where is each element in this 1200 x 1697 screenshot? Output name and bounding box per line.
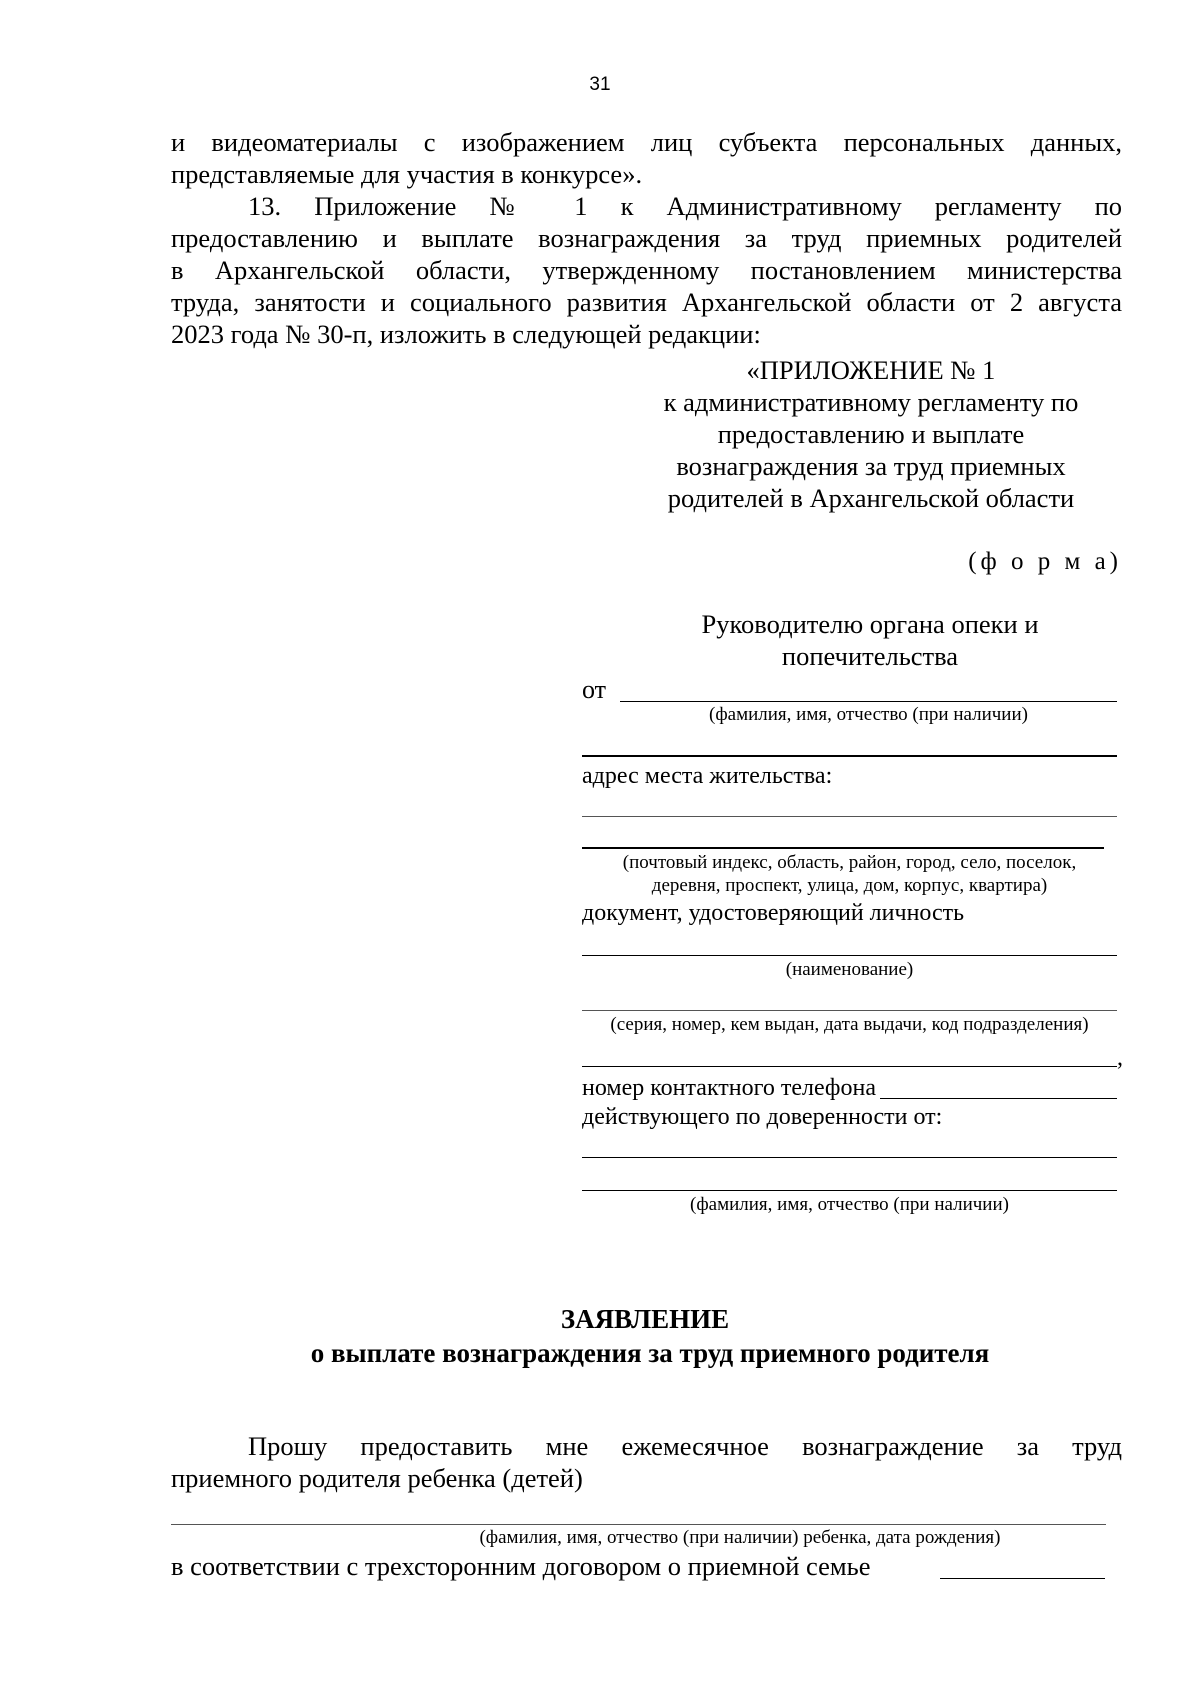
page-number: 31 (589, 74, 611, 95)
paragraph-2-line-4: труда, занятости и социального развития Архангельской области от 2 августа (171, 287, 1122, 317)
contract-number-line[interactable] (940, 1578, 1105, 1579)
child-info-hint: (фамилия, имя, отчество (при наличии) ребенка, дата рождения) (479, 1527, 1001, 1548)
appendix-subtitle-line-1: к административному регламенту по (663, 387, 1079, 417)
proxy-line-2[interactable] (582, 1190, 1117, 1191)
appendix-subtitle-line-4: родителей в Архангельской области (667, 483, 1075, 513)
paragraph-2-line-2: предоставлению и выплате вознаграждения за труд приемных родителей (171, 223, 1122, 253)
statement-text-line-2: приемного родителя ребенка (детей) (171, 1463, 583, 1493)
statement-subtitle: о выплате вознаграждения за труд приемного родителя (310, 1338, 990, 1368)
address-label: адрес места жительства: (582, 763, 833, 789)
phone-label: номер контактного телефона (582, 1075, 876, 1101)
from-label: от (582, 675, 607, 704)
paragraph-2-line-1: 13. Приложение № 1 к Административному регламенту по (248, 191, 1122, 221)
id-document-name-line[interactable] (582, 955, 1117, 956)
paragraph-1-line-1: и видеоматериалы с изображением лиц субъекта персональных данных, (171, 127, 1122, 157)
appendix-subtitle-line-2: предоставлению и выплате (717, 419, 1025, 449)
fio-hint: (фамилия, имя, отчество (при наличии) (709, 704, 1028, 725)
child-info-line[interactable] (171, 1524, 1106, 1525)
address-line-2[interactable] (582, 847, 1104, 849)
proxy-label: действующего по доверенности от: (582, 1104, 943, 1130)
addressee-line-2: попечительства (781, 641, 959, 671)
proxy-fio-hint: (фамилия, имя, отчество (при наличии) (690, 1194, 1009, 1215)
address-hint-line-2: деревня, проспект, улица, дом, корпус, квартира) (651, 875, 1048, 896)
proxy-line-1[interactable] (582, 1157, 1117, 1158)
trailing-comma: , (1117, 1045, 1123, 1071)
id-document-label: документ, удостоверяющий личность (582, 900, 965, 926)
appendix-subtitle-line-3: вознаграждения за труд приемных (676, 451, 1066, 481)
id-details-hint: (серия, номер, кем выдан, дата выдачи, код подразделения) (610, 1014, 1089, 1035)
address-line-1[interactable] (582, 816, 1117, 817)
statement-text-line-3: в соответствии с трехсторонним договором о приемной семье (171, 1551, 871, 1581)
statement-text-line-1: Прошу предоставить мне ежемесячное вознаграждение за труд (248, 1431, 1122, 1461)
paragraph-1-line-2: представляемые для участия в конкурсе». (171, 159, 643, 189)
appendix-title: «ПРИЛОЖЕНИЕ № 1 (746, 355, 996, 385)
phone-input-line[interactable] (880, 1098, 1117, 1099)
paragraph-2-line-3: в Архангельской области, утвержденному постановлением министерства (171, 255, 1122, 285)
addressee-line-1: Руководителю органа опеки и (701, 609, 1039, 639)
statement-title: ЗАЯВЛЕНИЕ (560, 1304, 730, 1334)
form-label: (ф о р м а) (968, 548, 1122, 575)
id-document-details-line[interactable] (582, 1010, 1117, 1011)
fio-continuation-line[interactable] (582, 755, 1117, 757)
id-document-extra-line[interactable] (582, 1066, 1117, 1067)
from-fio-line[interactable] (620, 701, 1117, 702)
address-hint-line-1: (почтовый индекс, область, район, город, село, поселок, (622, 852, 1077, 873)
paragraph-2-line-5: 2023 года № 30-п, изложить в следующей редакции: (171, 319, 761, 349)
id-name-hint: (наименование) (785, 959, 914, 980)
